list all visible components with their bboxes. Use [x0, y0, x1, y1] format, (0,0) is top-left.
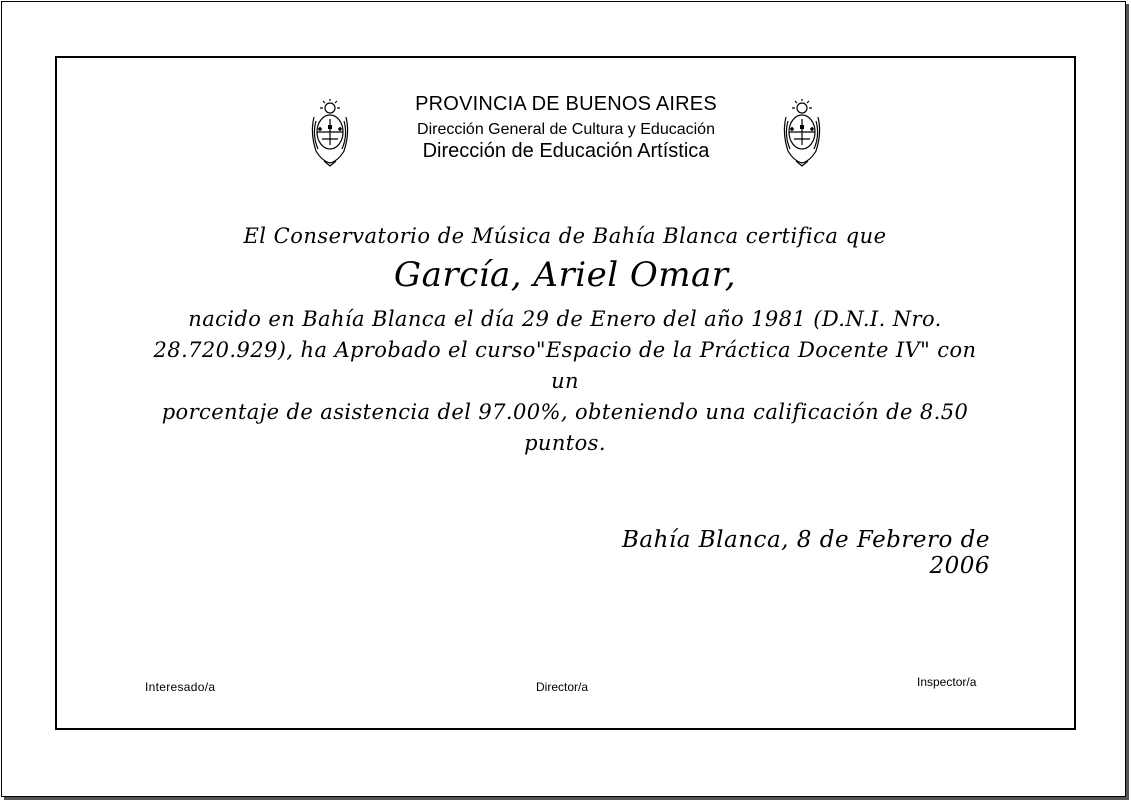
signature-inspector-label: Inspector/a [917, 675, 977, 689]
certificate-intro: El Conservatorio de Música de Bahía Blanca certifica que [243, 224, 887, 248]
coat-of-arms-icon [308, 99, 352, 167]
directorate-title: Dirección General de Cultura y Educación [417, 121, 715, 138]
signature-interesado-label: Interesado/a [145, 680, 216, 694]
certificate-body-line: 28.720.929), ha Aprobado el curso"Espacio de la Práctica Docente IV" con un [153, 338, 977, 393]
province-title: PROVINCIA DE BUENOS AIRES [415, 93, 717, 115]
certificate-body-line: nacido en Bahía Blanca el día 29 de Enero del año 1981 (D.N.I. Nro. [188, 307, 942, 331]
recipient-name: García, Ariel Omar, [393, 255, 737, 295]
place-and-date: Bahía Blanca, 8 de Febrero de 2006 [621, 527, 990, 579]
certificate-body [150, 304, 980, 459]
certificate-header [366, 92, 766, 162]
signature-director-label: Director/a [536, 680, 589, 694]
department-title: Dirección de Educación Artística [422, 140, 710, 162]
certificate-body-line: porcentaje de asistencia del 97.00%, obteniendo una calificación de 8.50 puntos. [161, 400, 969, 455]
coat-of-arms-icon [780, 99, 824, 167]
